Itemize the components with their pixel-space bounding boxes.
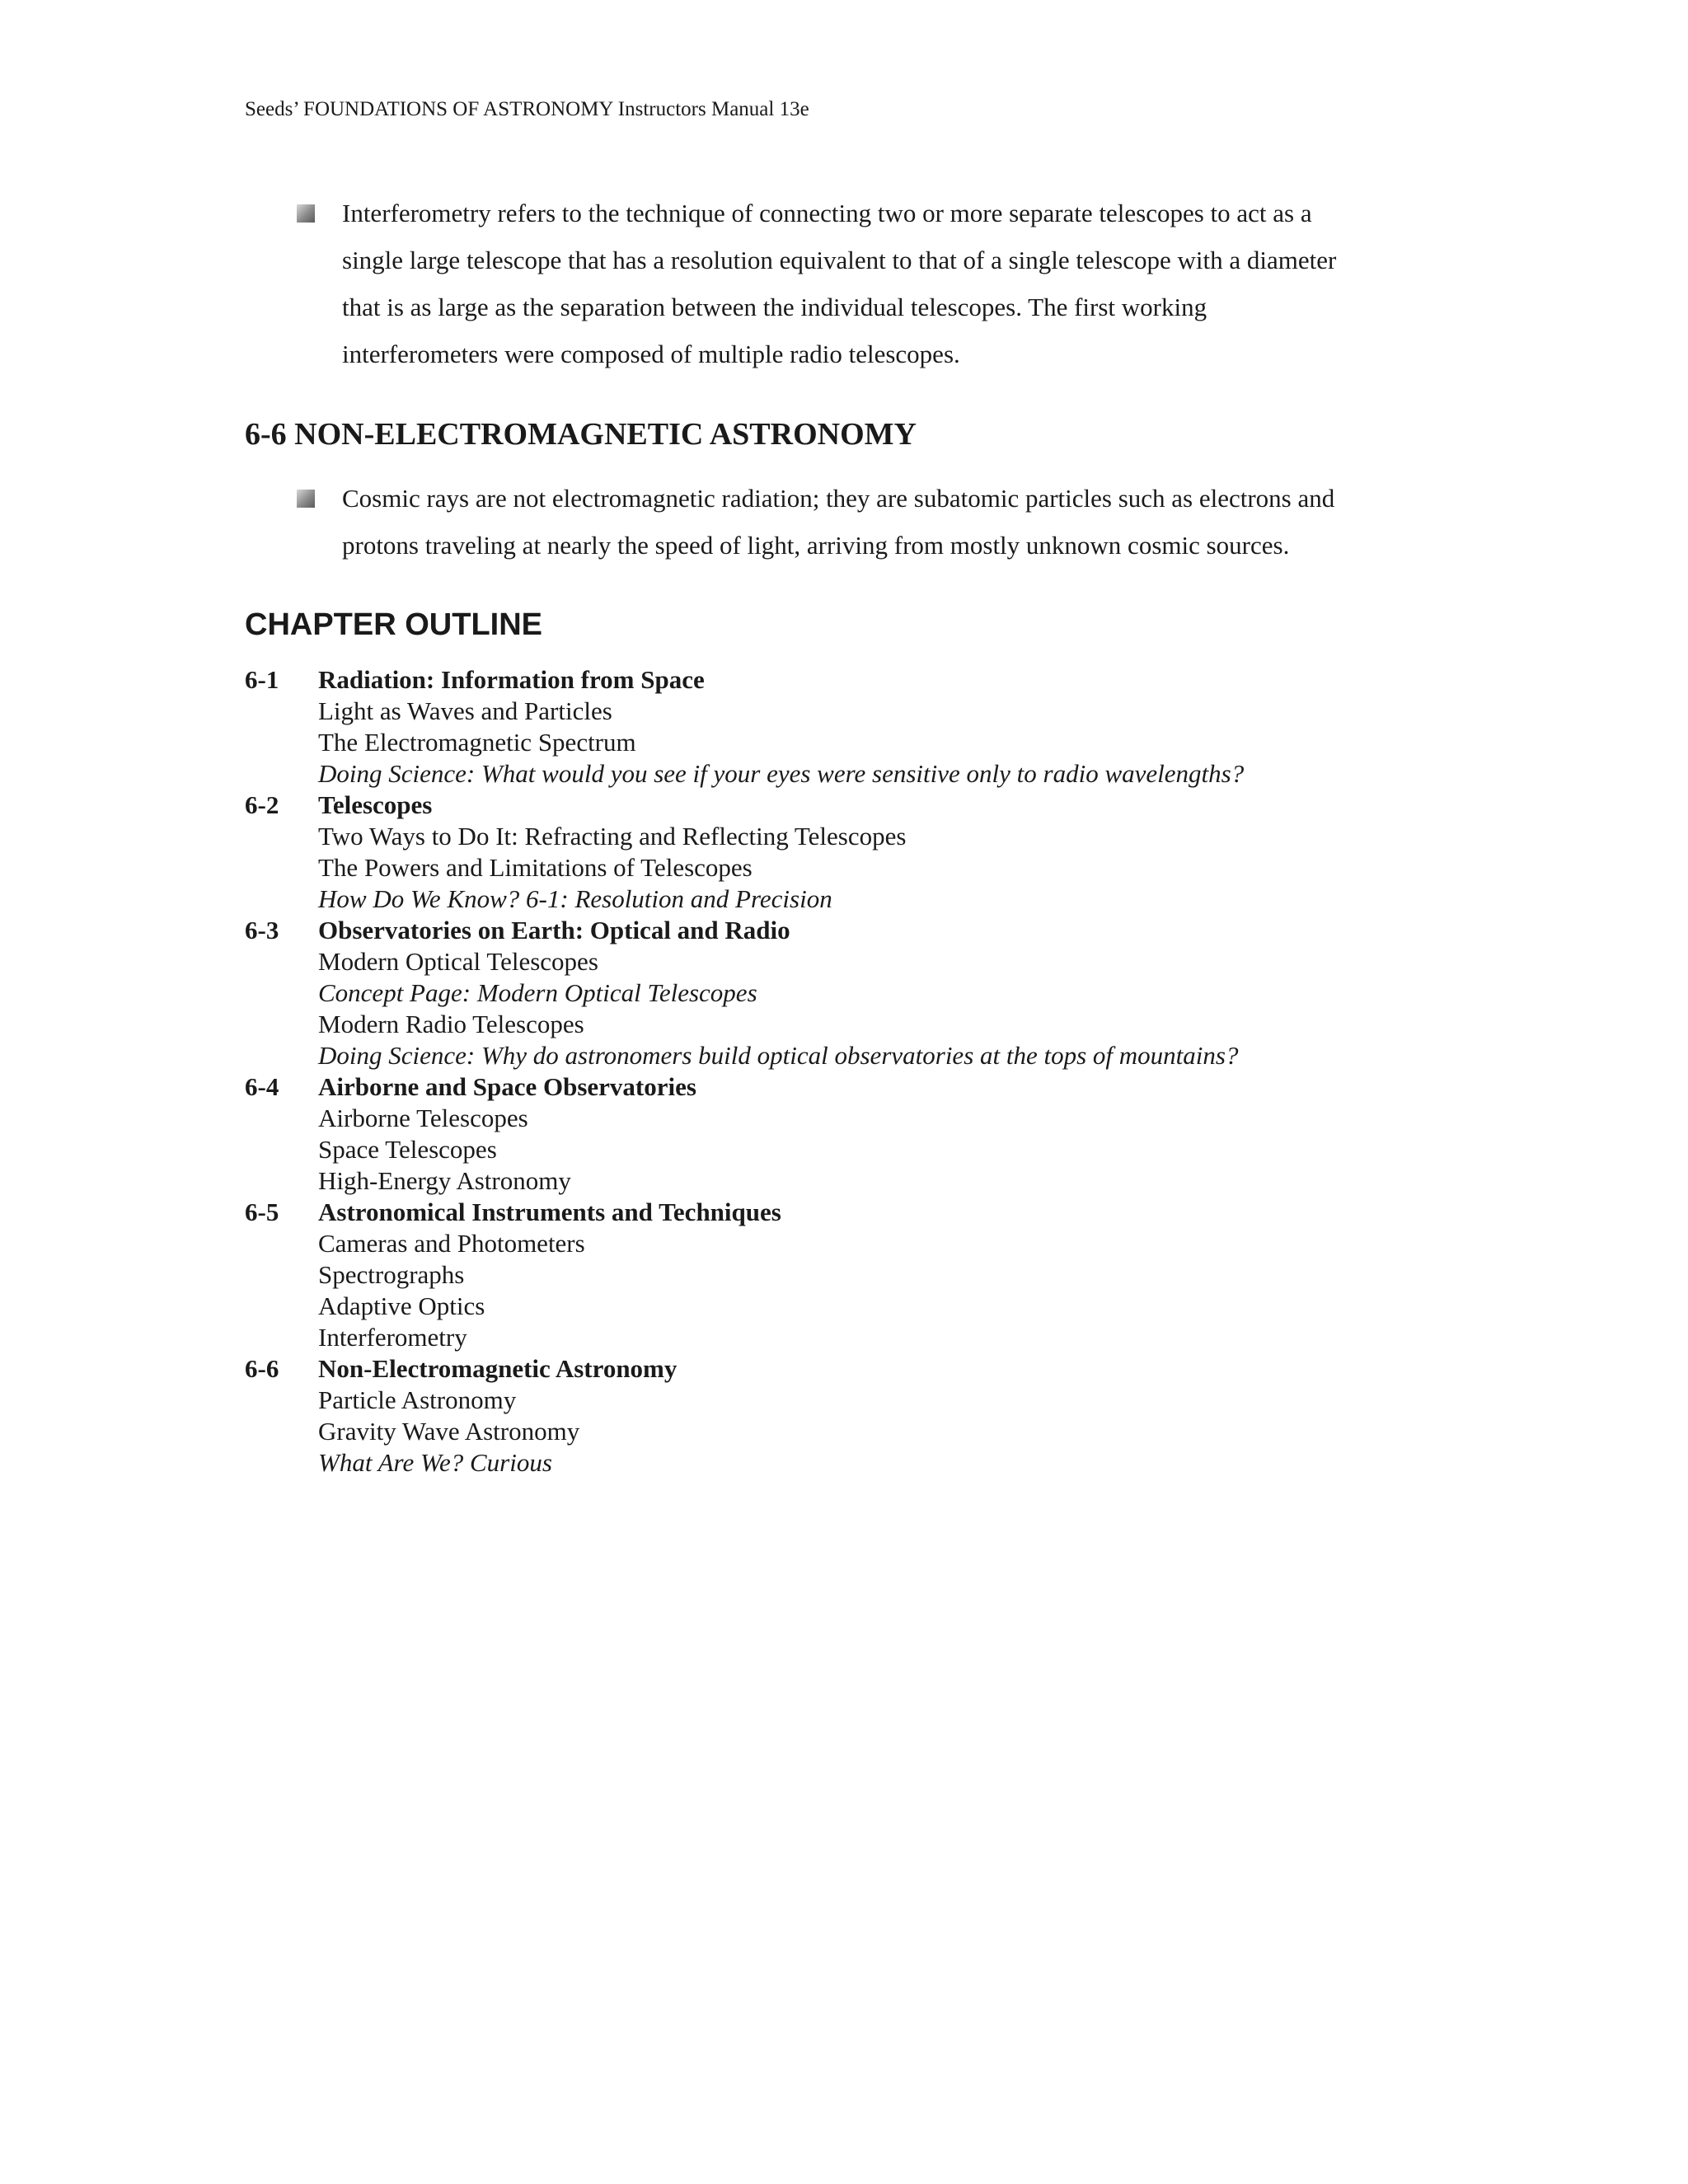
outline-text: Doing Science: What would you see if your eyes were sensitive only to radio wavelengths?	[318, 759, 1245, 788]
outline-section-heading	[245, 915, 1481, 946]
outline-section-heading	[245, 1353, 1481, 1385]
outline-number: 6-3	[245, 916, 279, 944]
outline-item	[245, 1134, 1481, 1165]
outline-text: How Do We Know? 6-1: Resolution and Precision	[318, 884, 832, 913]
outline-number: 6-2	[245, 790, 279, 819]
bullet-line: Interferometry refers to the technique of connecting two or more separate telescopes to act as a	[342, 199, 1312, 227]
chapter-outline-list	[245, 664, 1481, 1479]
square-bullet-icon	[297, 490, 315, 508]
outline-text: Spectrographs	[318, 1260, 465, 1289]
outline-number: 6-6	[245, 1354, 279, 1383]
outline-text: Light as Waves and Particles	[318, 696, 612, 725]
outline-text: Concept Page: Modern Optical Telescopes	[318, 978, 757, 1007]
outline-text: The Electromagnetic Spectrum	[318, 728, 636, 757]
outline-text: The Powers and Limitations of Telescopes	[318, 853, 753, 882]
outline-section-heading	[245, 664, 1481, 696]
outline-section-heading	[245, 1197, 1481, 1228]
outline-number: 6-5	[245, 1197, 279, 1226]
outline-item	[245, 883, 1481, 915]
outline-item	[245, 1040, 1481, 1071]
outline-item	[245, 946, 1481, 977]
outline-item	[245, 1385, 1481, 1416]
bullet-cosmic-rays	[297, 475, 1418, 569]
outline-item	[245, 852, 1481, 883]
outline-text: Non-Electromagnetic Astronomy	[318, 1354, 678, 1383]
outline-item	[245, 1103, 1481, 1134]
outline-text: High-Energy Astronomy	[318, 1166, 571, 1195]
bullet-line: single large telescope that has a resolution equivalent to that of a single telescope with a diameter	[342, 246, 1337, 274]
outline-item	[245, 696, 1481, 727]
outline-text: Space Telescopes	[318, 1135, 497, 1164]
outline-number: 6-1	[245, 665, 279, 694]
outline-text: Telescopes	[318, 790, 433, 819]
outline-item	[245, 821, 1481, 852]
outline-text: Airborne Telescopes	[318, 1104, 528, 1132]
outline-text: Particle Astronomy	[318, 1385, 517, 1414]
running-header: Seeds’ FOUNDATIONS OF ASTRONOMY Instructors Manual 13e	[245, 98, 809, 120]
square-bullet-icon	[297, 204, 315, 223]
bullet-line: Cosmic rays are not electromagnetic radiation; they are subatomic particles such as electrons and	[342, 484, 1335, 513]
outline-item	[245, 758, 1481, 790]
outline-text: Airborne and Space Observatories	[318, 1072, 696, 1101]
outline-text: Radiation: Information from Space	[318, 665, 705, 694]
outline-section-heading	[245, 790, 1481, 821]
outline-item	[245, 1165, 1481, 1197]
bullet-paragraph	[342, 475, 1418, 569]
outline-text: What Are We? Curious	[318, 1448, 552, 1477]
section-heading: 6-6 NON-ELECTROMAGNETIC ASTRONOMY	[245, 417, 917, 452]
outline-text: Gravity Wave Astronomy	[318, 1417, 580, 1446]
outline-item	[245, 1447, 1481, 1479]
outline-item	[245, 977, 1481, 1009]
outline-text: Adaptive Optics	[318, 1291, 485, 1320]
outline-number: 6-4	[245, 1072, 279, 1101]
outline-text: Modern Radio Telescopes	[318, 1010, 584, 1038]
bullet-line: that is as large as the separation between the individual telescopes. The first working	[342, 293, 1207, 321]
outline-item	[245, 1228, 1481, 1259]
outline-item	[245, 1009, 1481, 1040]
outline-item	[245, 1416, 1481, 1447]
outline-text: Interferometry	[318, 1323, 467, 1352]
outline-text: Modern Optical Telescopes	[318, 947, 598, 976]
chapter-outline-heading: CHAPTER OUTLINE	[245, 607, 542, 642]
bullet-line: protons traveling at nearly the speed of light, arriving from mostly unknown cosmic sources.	[342, 531, 1290, 560]
outline-item	[245, 1322, 1481, 1353]
outline-item	[245, 1291, 1481, 1322]
outline-section-heading	[245, 1071, 1481, 1103]
bullet-paragraph	[342, 190, 1418, 377]
outline-text: Cameras and Photometers	[318, 1229, 585, 1258]
bullet-line: interferometers were composed of multiple radio telescopes.	[342, 340, 960, 368]
outline-item	[245, 1259, 1481, 1291]
outline-text: Astronomical Instruments and Techniques	[318, 1197, 781, 1226]
outline-text: Two Ways to Do It: Refracting and Reflecting Telescopes	[318, 822, 907, 851]
outline-item	[245, 727, 1481, 758]
outline-text: Observatories on Earth: Optical and Radio	[318, 916, 790, 944]
bullet-interferometry	[297, 190, 1418, 377]
outline-text: Doing Science: Why do astronomers build optical observatories at the tops of mountains?	[318, 1041, 1239, 1070]
